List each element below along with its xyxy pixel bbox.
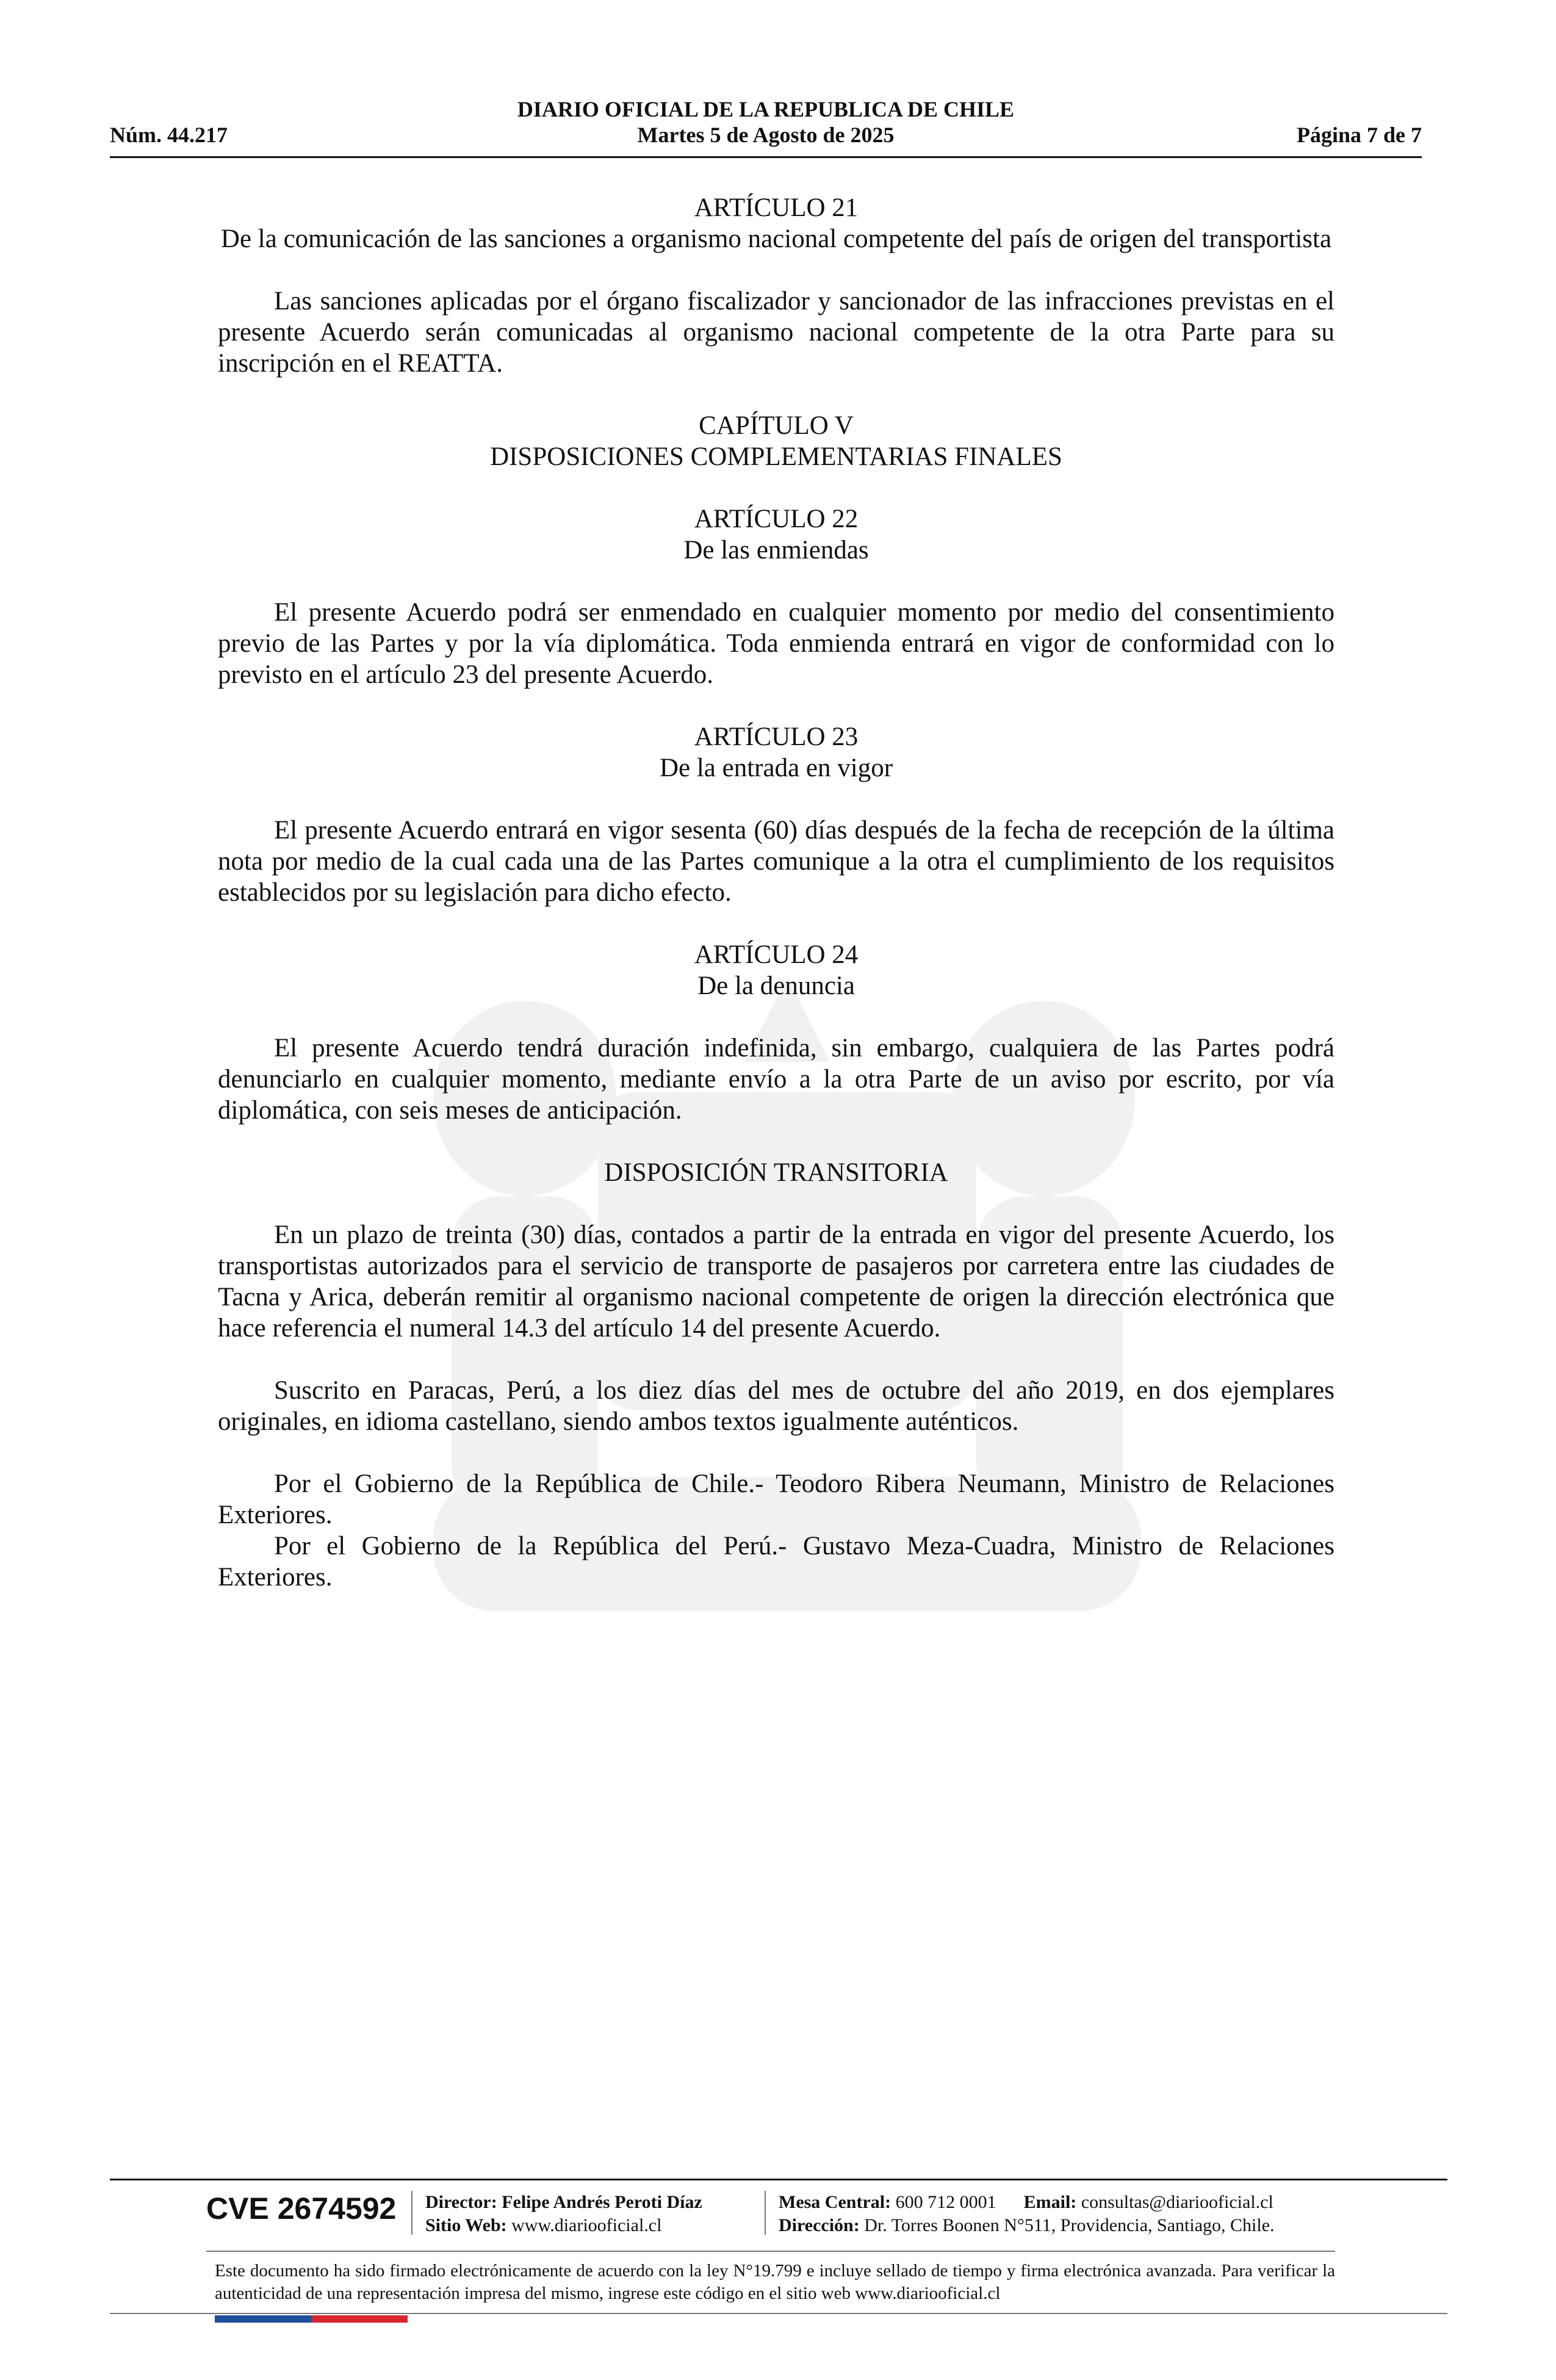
site-label: Sitio Web: (425, 2215, 507, 2235)
issue-date: Martes 5 de Agosto de 2025 (637, 123, 895, 147)
article-21-subheading: De la comunicación de las sanciones a organismo nacional competente del país de origen del transportista (220, 225, 1332, 253)
address-value: Dr. Torres Boonen N°511, Providencia, Santiago, Chile. (864, 2215, 1275, 2235)
article-24-heading: ARTÍCULO 24 (694, 940, 859, 969)
chapter-subheading: DISPOSICIONES COMPLEMENTARIAS FINALES (490, 442, 1062, 471)
flag-stripe-blue (215, 2315, 311, 2323)
site-link[interactable]: www.diariooficial.cl (511, 2215, 662, 2235)
address-label: Dirección: (779, 2215, 860, 2235)
email-label: Email: (1023, 2192, 1077, 2212)
page-number: Página 7 de 7 (1296, 123, 1422, 147)
article-23-heading: ARTÍCULO 23 (694, 723, 859, 751)
legal-notice: Este documento ha sido firmado electrónicamente de acuerdo con la ley N°19.799 e incluye sellado de tiempo y firma electrónica avanzada. Para verificar la autenticidad de una representación impresa del mismo, ingrese este código en el sitio web www.diariooficial.cl (215, 2261, 1335, 2303)
footer-contact-block (779, 2191, 1275, 2237)
signature-peru: Por el Gobierno de la República del Perú.- Gustavo Meza-Cuadra, Ministro de Relaciones Exteriores. (218, 1532, 1334, 1592)
signature-chile: Por el Gobierno de la República de Chile.- Teodoro Ribera Neumann, Ministro de Relaciones Exteriores. (218, 1469, 1334, 1529)
document-body (218, 192, 1334, 1593)
footer-middle-divider (206, 2251, 1335, 2252)
transitory-paragraph: En un plazo de treinta (30) días, contados a partir de la entrada en vigor del presente Acuerdo, los transportistas autorizados para el servicio de transporte de pasajeros por carretera entre las ciudades de Tacna y Arica, deberán remitir al organismo nacional competente de origen la dirección electrónica que hace referencia el numeral 14.3 del artículo 14 del presente Acuerdo. (218, 1221, 1334, 1343)
article-22-subheading: De las enmiendas (683, 536, 869, 564)
cve-code: CVE 2674592 (206, 2191, 397, 2226)
footer-separator-1 (411, 2191, 412, 2235)
page-header (110, 92, 1422, 159)
article-23-paragraph: El presente Acuerdo entrará en vigor sesenta (60) días después de la fecha de recepción de la última nota por medio de la cual cada una de las Partes comunique a la otra el cumplimiento de los requisitos establecidos por su legislación para dicho efecto. (218, 816, 1334, 907)
footer-bottom-divider (110, 2313, 1447, 2314)
article-21-paragraph: Las sanciones aplicadas por el órgano fiscalizador y sancionador de las infracciones previstas en el presente Acuerdo serán comunicadas al organismo nacional competente de la otra Parte para su inscripción en el REATTA. (218, 287, 1334, 378)
phone-label: Mesa Central: (779, 2192, 891, 2212)
chapter-heading: CAPÍTULO V (699, 411, 854, 440)
article-22-heading: ARTÍCULO 22 (694, 505, 859, 533)
newspaper-title: DIARIO OFICIAL DE LA REPUBLICA DE CHILE (517, 97, 1015, 121)
signed-paragraph: Suscrito en Paracas, Perú, a los diez días del mes de octubre del año 2019, en dos ejemplares originales, en idioma castellano, siendo ambos textos igualmente auténticos. (218, 1376, 1334, 1436)
article-24-subheading: De la denuncia (697, 972, 855, 1000)
article-24-paragraph: El presente Acuerdo tendrá duración indefinida, sin embargo, cualquiera de las Partes podrá denunciarlo en cualquier momento, mediante envío a la otra Parte de un aviso por escrito, por vía diplomática, con seis meses de anticipación. (218, 1034, 1334, 1125)
article-21-heading: ARTÍCULO 21 (694, 193, 859, 222)
director-value: Felipe Andrés Peroti Díaz (502, 2192, 702, 2212)
header-divider (110, 156, 1422, 158)
issue-number: Núm. 44.217 (110, 123, 228, 147)
email-link[interactable]: consultas@diariooficial.cl (1081, 2192, 1273, 2212)
flag-stripe-red (311, 2315, 408, 2323)
director-label: Director: (425, 2192, 497, 2212)
footer-separator-2 (765, 2191, 766, 2235)
phone-value: 600 712 0001 (895, 2192, 996, 2212)
article-22-paragraph: El presente Acuerdo podrá ser enmendado en cualquier momento por medio del consentimiento previo de las Partes y por la vía diplomática. Toda enmienda entrará en vigor de conformidad con lo previsto en el artículo 23 del presente Acuerdo. (218, 598, 1334, 689)
footer-top-divider (110, 2179, 1447, 2180)
footer-director-block (425, 2191, 702, 2237)
article-23-subheading: De la entrada en vigor (659, 754, 893, 782)
transitory-heading: DISPOSICIÓN TRANSITORIA (604, 1158, 948, 1187)
